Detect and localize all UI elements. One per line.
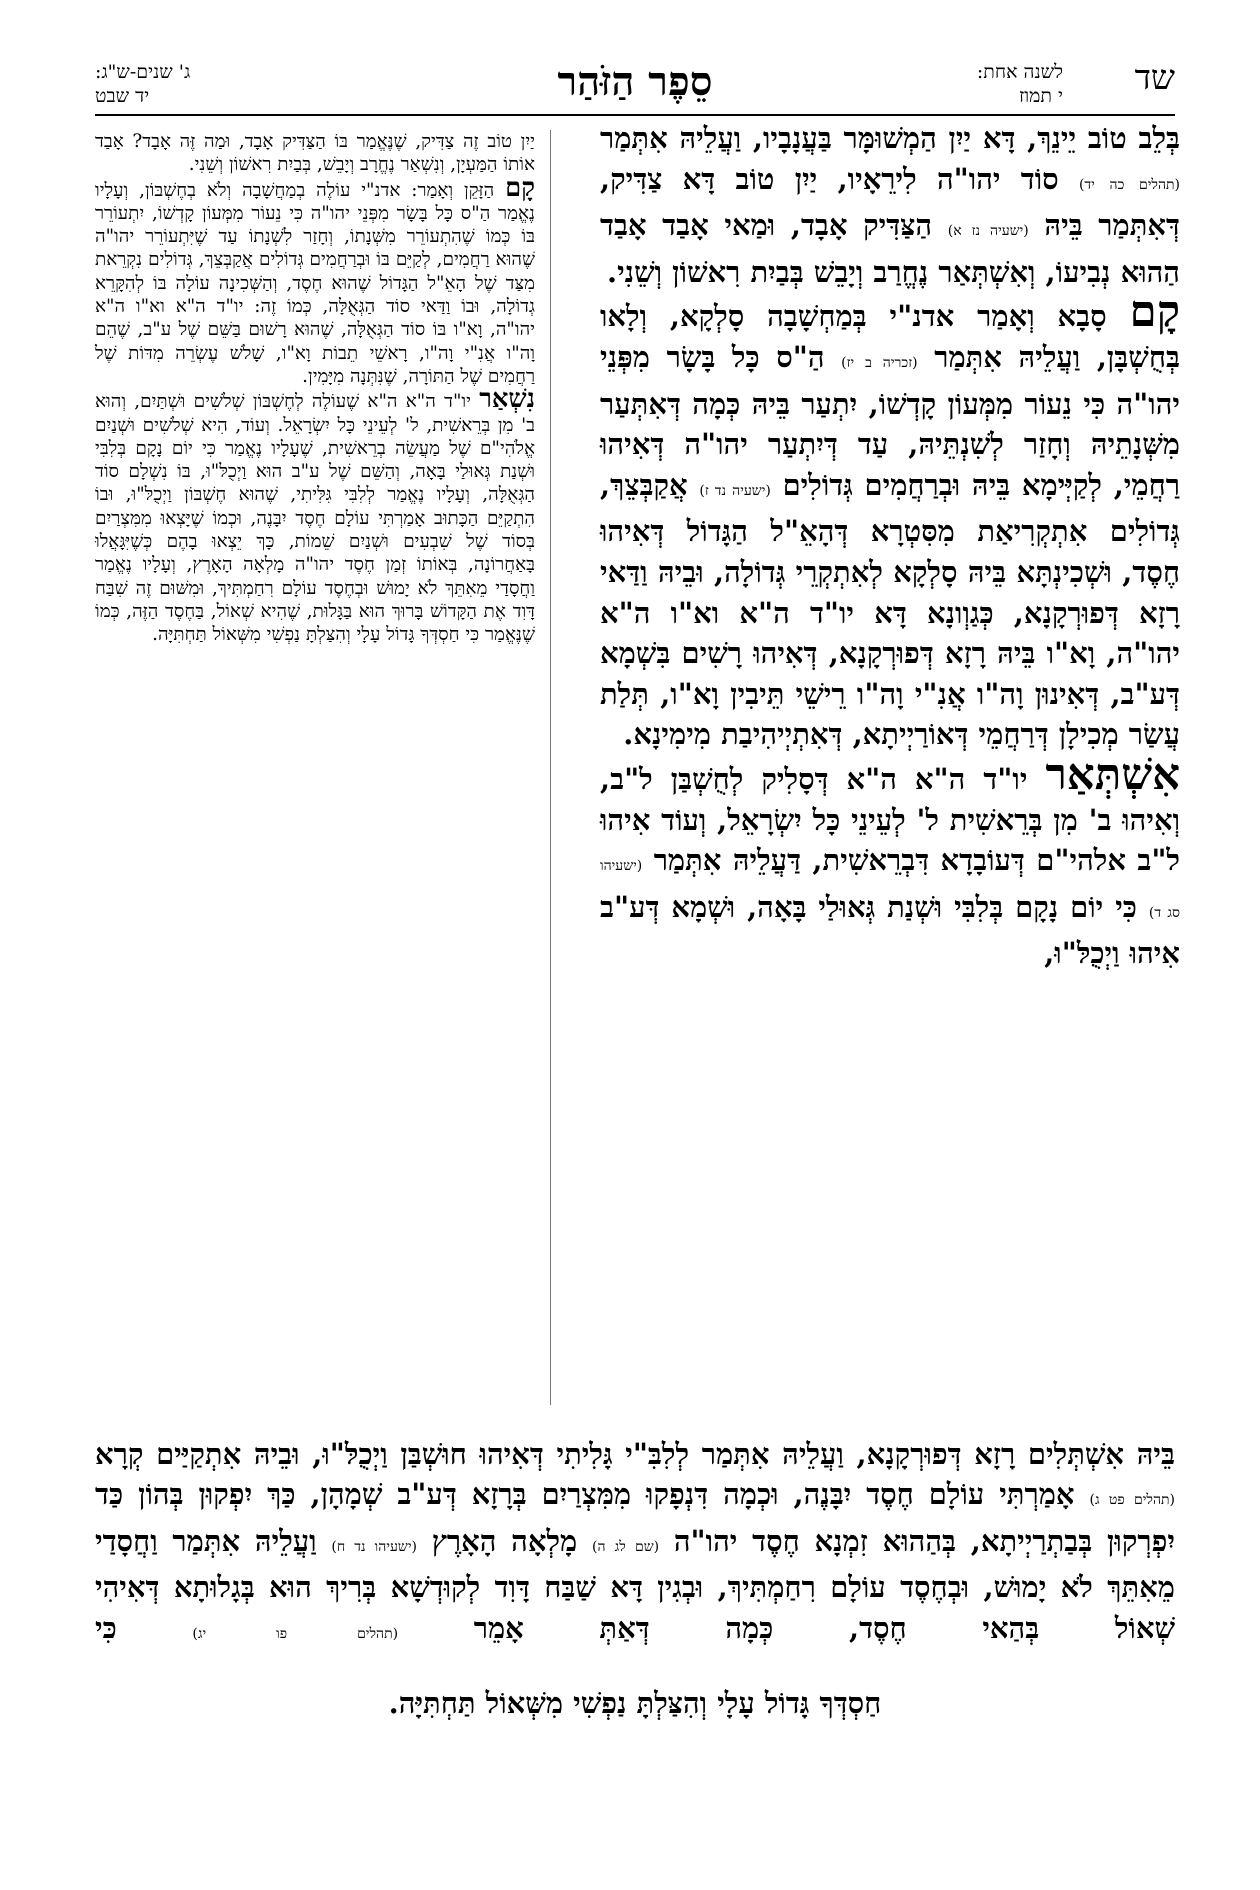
verse-reference: (ישעיה נז א) <box>947 223 1029 240</box>
zohar-continuation-full-width <box>95 1405 1175 1752</box>
verse-reference: (תהלים כה יד) <box>1078 176 1180 193</box>
book-title: סֵפֶר הַזֹּהַר <box>557 58 713 105</box>
verse-reference: (שם לג ה) <box>592 1538 660 1555</box>
opening-word: קָם <box>505 172 535 203</box>
zohar-aramaic-column <box>600 118 1180 974</box>
main-paragraph-3: אִשְׁתְּאַר יו"ד ה"א ה"א דְּסָלִיק לְחֻשְׁבַּן ל"ב, וְאִיהוּ ב' מִן בְּרֵאשִׁית ל' לְעֵינֵי כָּל יִשְׂרָאֵל, וְעוֹד אִיהוּ ל"ב אלהי"ם דְּעוֹבָדָא דִּבְרֵאשִׁית, דַּעֲלֵיהּ אִתְּמַר (ישעיהו סג ד) כִּי יוֹם נָקָם בְּלִבִּי וּשְׁנַת גְּאוּלַי בָּאָה, וּשְׁמָא דְּע"ב אִיהוּ וַיְכֻלּ"וּ, <box>600 748 1180 971</box>
opening-word: נִשְׁאַר <box>479 384 535 415</box>
main-paragraph-2: קָם סָבָא וְאָמַר אדנ"י בְּמַחְשָׁבָה סָלְקָא, וְלָאו בְּחֻשְׁבָּן, וַעֲלֵיהּ אִתְּמַר (זכריה ב יז) הַ"ס כָּל בָּשָׂר מִפְּנֵי יהו"ה כִּי נֵעוֹר מִמְּעוֹן קָדְשׁוֹ, יִתְעַר בֵּיהּ כְּמָה דְּאִתְּעַר מִשְּׁנָתֵיהּ וְחָזַר לְשִׁנְתֵּיהּ, עַד דְּיִתְעַר יהו"ה דְּאִיהוּ רַחֲמֵי, לְקַיְּימָא בֵּיהּ וּבְרַחֲמִים גְּדוֹלִים (ישעיה נד ז) אֲקַבְּצֵךְ, גְּדוֹלִים אִתְקְרִיאַת מִסִּטְרָא דְּהָאֵ"ל הַגָּדוֹל דְּאִיהוּ חֶסֶד, וּשְׁכִינְתָּא בֵּיהּ סָלְקָא לְאִתְקְרֵי גְּדוֹלָה, וּבֵיהּ וַדַּאי רָזָא דְּפוּרְקָנָא, כְּגַוְונָא דָּא יו"ד ה"א וא"ו ה"א יהו"ה, וָא"ו בֵּיהּ רָזָא דְּפוּרְקָנָא, דְּאִיהוּ רָשִׁים בִּשְׁמָא דְּע"ב, דְּאִינוּן וָה"ו אֲנִ"י וָה"ו רֵישֵׁי תֵּיבִין וָא"ו, תְּלַת עֲשַׂר מְכִילָן דְּרַחֲמֵי דְּאוֹרַיְיתָא, דְּאִתְיְיהִיבַת מִימִינָא. <box>600 286 1180 752</box>
commentary-paragraph-1: יַיִן טוֹב זֶה צַדִּיק, שֶׁנֶּאֱמַר בּוֹ הַצַּדִּיק אָבָד, וּמַה זֶּה אָבָד? אָבַד אוֹתוֹ הַמַּעְיָן, וְנִשְׁאַר נֶחֱרָב וְיָבֵשׁ, בְּבַיִת רִאשׁוֹן וְשֵׁנִי. <box>95 131 535 176</box>
verse-reference: (ישעיה נד ז) <box>699 482 771 499</box>
header-right-line1: לשנה אחת: <box>976 61 1063 83</box>
closing-line: חַסְדְּךָ גָּדוֹל עָלָי וְהִצַּלְתָּ נַפְשִׁי מִשְּׁאוֹל תַּחְתִּיָּה. <box>388 1686 882 1721</box>
verse-reference: (ישעיהו נד ח) <box>331 1538 417 1555</box>
header-left-line1: ג' שנים-ש"ג: <box>95 61 191 83</box>
column-divider <box>550 130 551 1405</box>
opening-word: קָם <box>1129 286 1180 338</box>
header-schedule-three-years <box>95 60 190 108</box>
commentary-paragraph-3: נִשְׁאַר יו"ד ה"א ה"א שֶׁעוֹלֶה לְחֶשְׁבּוֹן שְׁלֹשִׁים וּשְׁתַּיִם, וְהוּא ב' מִן בְּרֵאשִׁית, ל' לְעֵינֵי כָּל יִשְׂרָאֵל. וְעוֹד, הִיא שְׁלֹשִׁים וּשְׁנַיִם אֱלֹהִי"ם שֶׁל מַעֲשֵׂה בְרֵאשִׁית, שֶׁעָלָיו נֶאֱמַר כִּי יוֹם נָקָם בְּלִבִּי וּשְׁנַת גְּאוּלַי בָּאָה, וְהַשֵּׁם שֶׁל ע"ב הוּא וַיְכֻלּ"וּ, בּוֹ נִשְׁלָם סוֹד הַגְּאֻלָּה, וְעָלָיו נֶאֱמַר לְלִבִּי גִּלִּיתִי, שֶׁהוּא חֶשְׁבּוֹן וַיְכֻלּ"וּ, וּבוֹ הִתְקַיֵּם הַכָּתוּב אָמַרְתִּי עוֹלָם חֶסֶד יִבָּנֶה, וּכְמוֹ שֶׁיָּצְאוּ מִמִּצְרַיִם בְּסוֹד שֶׁל שִׁבְעִים וּשְׁנַיִם שֵׁמוֹת, כָּךְ יֵצְאוּ בָהֶם כְּשֶׁיִּגָּאֲלוּ בָּאַחֲרוֹנָה, בְּאוֹתוֹ זְמַן חֶסֶד יהו"ה מָלְאָה הָאָרֶץ, וְעָלָיו נֶאֱמַר וַחֲסָדַי מֵאִתֵּךְ לֹא יָמוּשׁ וּבְחֶסֶד עוֹלָם רִחַמְתִּיךְ, וּמִשּׁוּם זֶה שִׁבַּח דָּוִד אֶת הַקָּדוֹשׁ בָּרוּךְ הוּא בַּגָּלוּת, שֶׁהִיא שְׁאוֹל, בַּחֶסֶד הַזֶּה, כְּמוֹ שֶׁנֶּאֱמַר כִּי חַסְדְּךָ גָּדוֹל עָלָי וְהִצַּלְתָּ נַפְשִׁי מִשְּׁאוֹל תַּחְתִּיָּה. <box>95 384 535 646</box>
opening-word: אִשְׁתְּאַר <box>1045 748 1180 800</box>
main-paragraph-1: בְּלֵב טוֹב יֵינֵךְ, דָּא יַיִן הַמְשׁוּמָּר בַּעֲנָבָיו, וַעֲלֵיהּ אִתְּמַר (תהלים כה יד) סוֹד יהו"ה לִירֵאָיו, יַיִן טוֹב דָּא צַדִּיק, דְּאִתְּמַר בֵּיהּ (ישעיה נז א) הַצַּדִּיק אָבָד, וּמַאי אָבַד אָבַד הַהוּא נְבִיעוֹ, וְאִשְׁתְּאַר נֶחֱרַב וְיָבֵשׁ בְּבַיִת רִאשׁוֹן וְשֵׁנִי. <box>600 121 1180 289</box>
bottom-paragraph: בֵּיהּ אִשְׁתְּלִים רָזָא דְּפוּרְקָנָא, וַעֲלֵיהּ אִתְּמַר לְלִבִּ"י גָּלִיתִי דְּאִיהוּ חוּשְׁבַּן וַיְכֻלּ"וּ, וּבֵיהּ אִתְקַיַּים קְרָא (תהלים פט ג) אָמַרְתִּי עוֹלָם חֶסֶד יִבָּנֶה, וּכְמָה דִּנְפָקוּ מִמִּצְרַיִם בְּרָזָא דְּע"ב שְׁמָהָן, כַּךְ יִפְקוּן בְּהוֹן כַּד יִפְרְקוּן בְּבַתְרַיְיתָא, בְּהַהוּא זִמְנָא חֶסֶד יהו"ה (שם לג ה) מָלְאָה הָאָרֶץ (ישעיהו נד ח) וַעֲלֵיהּ אִתְּמַר וַחֲסָדַי מֵאִתֵּךְ לֹא יָמוּשׁ, וּבְחֶסֶד עוֹלָם רִחַמְתִּיךְ, וּבְגִין דָּא שַׁבַּח דָּוִד לְקוּדְשָׁא בְּרִיךְ הוּא בְּגָלוּתָא דְּאִיהִי שְׁאוֹל בְּהַאי חֶסֶד, כְּמָה דְּאַתְּ אָמֵר (תהלים פו יג) כִּי <box>95 1437 1175 1645</box>
commentary-paragraph-2: קָם הַזָּקֵן וְאָמַר: אדנ"י עוֹלֶה בְמַחֲשָׁבָה וְלֹא בְחֶשְׁבּוֹן, וְעָלָיו נֶאֱמַר הַ"ס כָּל בָּשָׂר מִפְּנֵי יהו"ה כִּי נֵעוֹר מִמְּעוֹן קָדְשׁוֹ, יִתְעוֹרֵר בּוֹ כְּמוֹ שֶׁהִתְעוֹרֵר מִשְּׁנָתוֹ, וְחָזַר לִשְׁנָתוֹ עַד שֶׁיִּתְעוֹרֵר יהו"ה שֶׁהוּא רַחֲמִים, לְקַיֵּם בּוֹ וּבְרַחֲמִים גְּדוֹלִים אֲקַבְּצֵךְ, גְּדוֹלִים נִקְרֵאת מִצַּד שֶׁל הָאֵ"ל הַגָּדוֹל שֶׁהוּא חֶסֶד, וְהַשְּׁכִינָה עוֹלָה בּוֹ לְהִקָּרֵא גְדוֹלָה, וּבוֹ וַדַּאי סוֹד הַגְּאֻלָּה, כְּמוֹ זֶה: יו"ד ה"א וא"ו ה"א יהו"ה, וָא"ו בּוֹ סוֹד הַגְּאֻלָּה, שֶׁהוּא רָשׁוּם בַּשֵּׁם שֶׁל ע"ב, שֶׁהֵם וָה"ו אֲנִ"י וָה"ו, רָאשֵׁי תֵבוֹת וָא"ו, שָׁלֹשׁ עֶשְׂרֵה מִדּוֹת שֶׁל רַחֲמִים שֶׁל הַתּוֹרָה, שֶׁנִּתְּנָה מִיָּמִין. <box>95 172 535 387</box>
header-left-line2: יד שבט <box>95 85 150 107</box>
verse-reference: (זכריה ב יז) <box>841 354 918 371</box>
verse-reference: (תהלים פט ג) <box>1089 1492 1175 1509</box>
verse-reference: (תהלים פו יג) <box>192 1625 399 1642</box>
page-number: שד <box>1134 58 1175 98</box>
header-right-line2: י תמוז <box>1018 85 1063 107</box>
page-header <box>95 50 1175 120</box>
header-divider <box>95 114 1175 116</box>
hebrew-translation-column <box>95 130 535 647</box>
verse-reference: (ישעיהו סג ד) <box>600 858 1180 921</box>
